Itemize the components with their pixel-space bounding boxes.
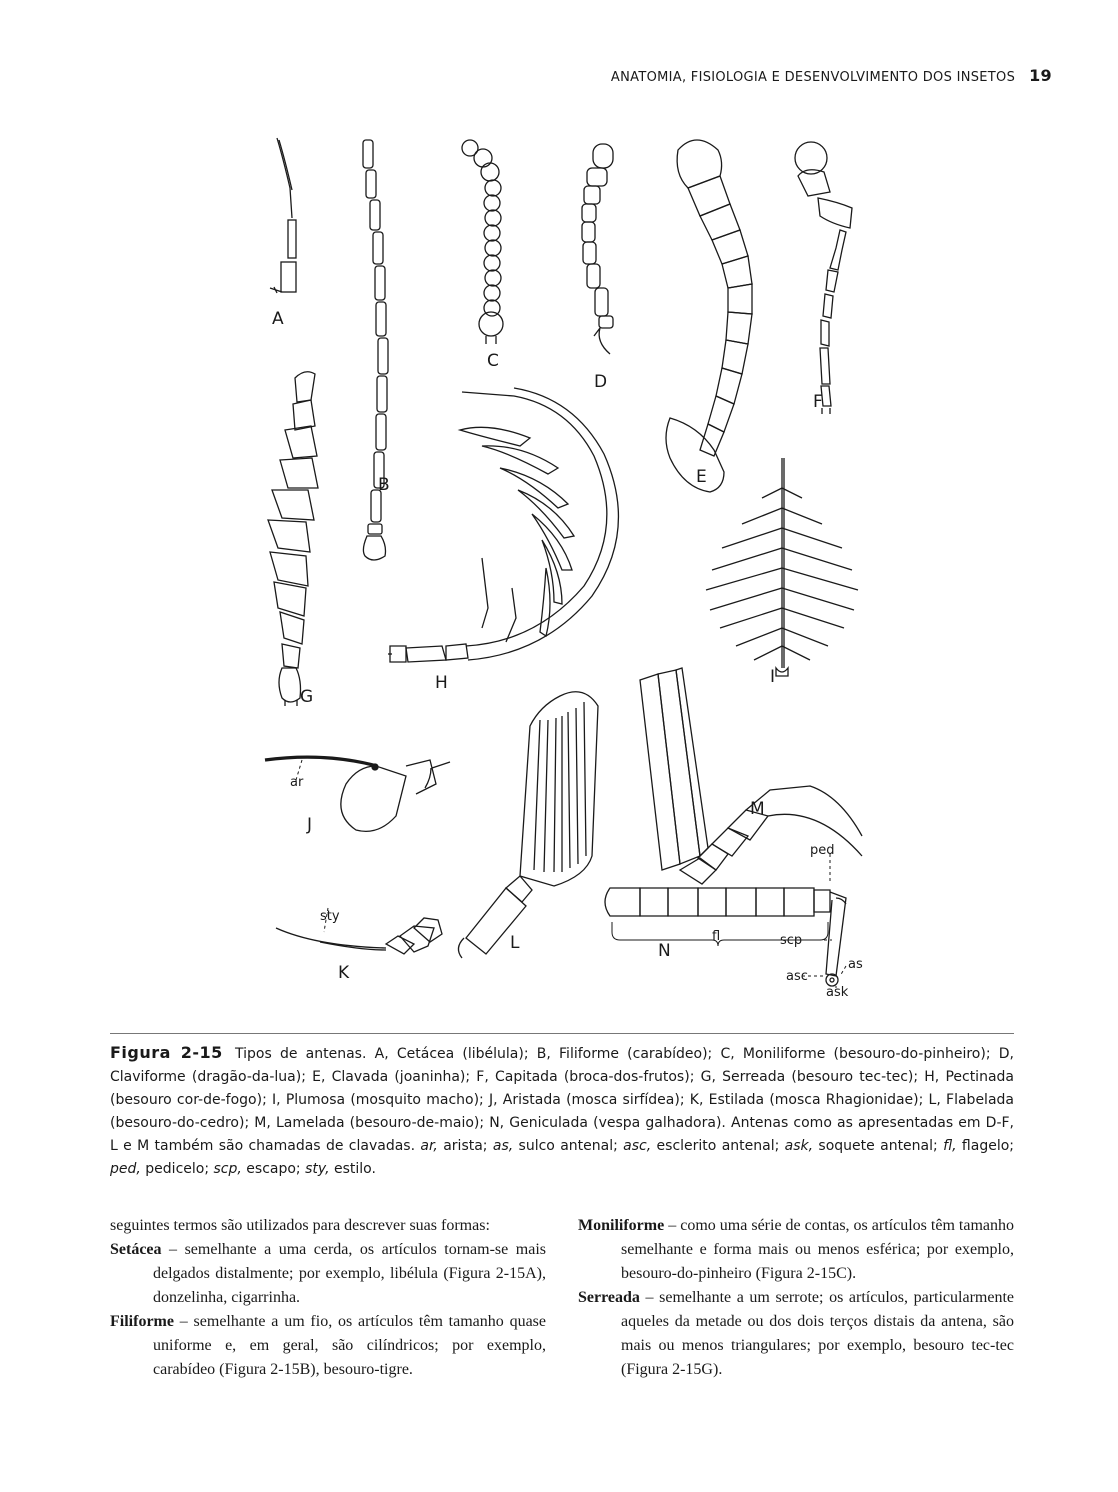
- antenna-c-drawing: [462, 140, 503, 344]
- caption-term-ask: ask,: [784, 1138, 814, 1154]
- label-m: M: [750, 799, 765, 819]
- caption-text: soquete antenal;: [813, 1138, 944, 1154]
- caption-text: arista;: [437, 1138, 493, 1154]
- antenna-b-drawing: [363, 140, 388, 560]
- label-f: F: [813, 392, 823, 412]
- running-head: [600, 66, 1052, 85]
- part-label-scp: scp: [780, 933, 803, 948]
- caption-term-asc: asc,: [623, 1138, 652, 1154]
- body-column-left: [110, 1214, 546, 1382]
- label-b: B: [378, 475, 390, 495]
- part-label-ped: ped: [810, 843, 835, 858]
- antenna-a-drawing: [270, 138, 296, 293]
- caption-text: estilo.: [329, 1161, 376, 1177]
- term-setacea: Setácea: [110, 1241, 162, 1258]
- label-l: L: [510, 933, 520, 953]
- antenna-types-figure: [250, 128, 870, 1008]
- label-e: E: [696, 467, 707, 487]
- caption-text: sulco antenal;: [513, 1138, 624, 1154]
- body-intro: seguintes termos são utilizados para descrever suas formas:: [110, 1217, 490, 1234]
- caption-term-ar: ar,: [420, 1138, 438, 1154]
- part-label-sty: sty: [320, 909, 340, 924]
- caption-term-fl: fl,: [943, 1138, 957, 1154]
- caption-text: esclerito antenal;: [651, 1138, 785, 1154]
- caption-term-scp: scp,: [213, 1161, 242, 1177]
- part-label-ar: ar: [290, 775, 304, 790]
- part-label-fl: fl: [712, 929, 721, 944]
- caption-term-as: as,: [492, 1138, 514, 1154]
- body-column-right: [578, 1214, 1014, 1382]
- antenna-f-drawing: [795, 142, 852, 414]
- term-filiforme: Filiforme: [110, 1313, 174, 1330]
- label-g: G: [300, 687, 314, 707]
- term-moniliforme: Moniliforme: [578, 1217, 665, 1234]
- page-number: 19: [1029, 66, 1052, 85]
- definition-text: – como uma série de contas, os artículos têm tamanho semelhante e forma mais ou menos esférica; por exemplo, besouro-do-pinheiro (Figura 2-15C).: [621, 1217, 1014, 1282]
- definition-text: – semelhante a um serrote; os artículos, particularmente aqueles da metade ou dos dois terços distais da antena, são mais ou menos triangulares; por exemplo, besouro tec-tec (Figura 2-15G).: [621, 1289, 1014, 1378]
- antenna-j-drawing: [265, 757, 450, 831]
- antenna-l-drawing: [458, 692, 598, 958]
- caption-text: pedicelo;: [140, 1161, 214, 1177]
- antenna-n-drawing: [605, 854, 846, 988]
- label-d: D: [594, 372, 608, 392]
- antenna-e-drawing: [666, 140, 752, 492]
- definition-setacea: [110, 1238, 546, 1310]
- definition-text: – semelhante a um fio, os artículos têm tamanho quase uniforme e, em geral, são cilíndricos; por exemplo, carabídeo (Figura 2-15B), besouro-tigre.: [153, 1313, 546, 1378]
- figure-caption: [110, 1041, 1014, 1181]
- antenna-i-drawing: [706, 458, 858, 676]
- part-label-ask: ask: [826, 985, 849, 1000]
- caption-term-ped: ped,: [110, 1161, 141, 1177]
- antenna-d-drawing: [582, 144, 613, 354]
- caption-term-sty: sty,: [305, 1161, 330, 1177]
- part-label-asc: asc: [786, 969, 808, 984]
- definition-filiforme: [110, 1310, 546, 1382]
- figure-caption-label: Figura 2-15: [110, 1043, 223, 1062]
- antenna-k-drawing: [276, 908, 442, 954]
- definition-moniliforme: [578, 1214, 1014, 1286]
- antenna-h-drawing: [388, 388, 618, 662]
- label-a: A: [272, 309, 284, 329]
- caption-rule: [110, 1033, 1014, 1034]
- caption-text: flagelo;: [956, 1138, 1014, 1154]
- caption-text: Tipos de antenas. A, Cetácea (libélula); B, Filiforme (carabídeo); C, Moniliforme (besouro-do-pinheiro); D, Claviforme (dragão-da-lua); E, Clavada (joaninha); F, Capitada (broca-dos-frutos); G, Serreada (besouro tec-tec); H, Pectinada (besouro cor-de-fogo); I, Plumosa (mosquito macho); J, Aristada (mosca sirfídea); K, Estilada (mosca Rhagionidae); L, Flabelada (besouro-do-cedro); M, Lamelada (besouro-de-maio); N, Geniculada (vespa galhadora). Antenas como as apresentadas em D-F, L e M também são chamadas de clavadas.: [110, 1046, 1014, 1154]
- label-j: J: [307, 815, 313, 835]
- definition-serreada: [578, 1286, 1014, 1382]
- part-label-as: as: [848, 957, 863, 972]
- label-h: H: [435, 673, 448, 693]
- label-c: C: [487, 351, 499, 371]
- antenna-g-drawing: [268, 372, 318, 706]
- label-n: N: [658, 941, 671, 961]
- label-k: K: [338, 963, 350, 983]
- running-head-title: ANATOMIA, FISIOLOGIA E DESENVOLVIMENTO DOS INSETOS: [610, 70, 1016, 85]
- label-i: I: [770, 667, 776, 687]
- caption-text: escapo;: [241, 1161, 306, 1177]
- definition-text: – semelhante a uma cerda, os artículos tornam-se mais delgados distalmente; por exemplo, libélula (Figura 2-15A), donzelinha, cigarrinha.: [153, 1241, 546, 1306]
- term-serreada: Serreada: [578, 1289, 640, 1306]
